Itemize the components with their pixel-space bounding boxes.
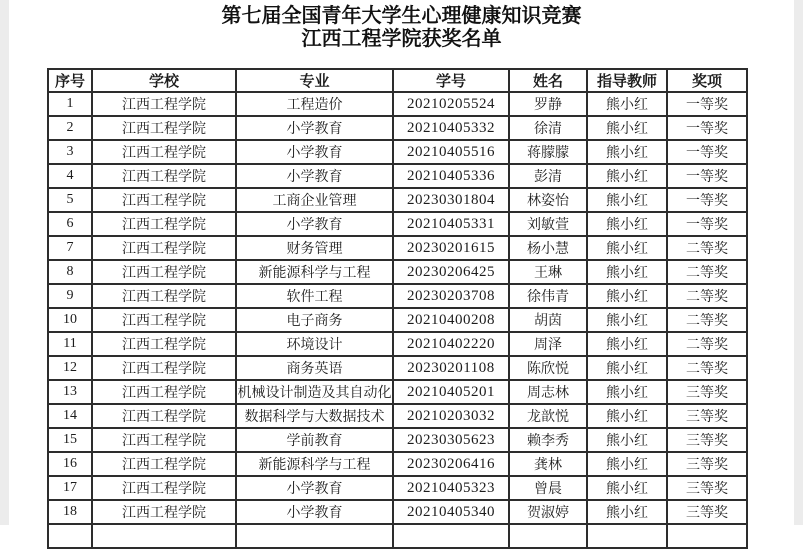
cell-award: 二等奖	[667, 284, 747, 308]
cell-advisor: 熊小红	[587, 212, 667, 236]
cell-student-id: 20210400208	[393, 308, 509, 332]
page-left-margin-strip	[0, 0, 9, 525]
cell-student-id: 20230203708	[393, 284, 509, 308]
cell-index: 15	[48, 428, 92, 452]
cell-major: 新能源科学与工程	[236, 452, 393, 476]
cell-student-id: 20210405201	[393, 380, 509, 404]
cell-award: 三等奖	[667, 404, 747, 428]
table-row	[48, 116, 747, 140]
cell-school-empty	[92, 524, 236, 548]
award-table-body	[48, 92, 747, 548]
table-row	[48, 92, 747, 116]
header-advisor: 指导教师	[587, 69, 667, 92]
award-table-header	[48, 69, 747, 92]
cell-name-empty	[509, 524, 587, 548]
cell-school: 江西工程学院	[92, 164, 236, 188]
cell-name: 陈欣悦	[509, 356, 587, 380]
cell-student-id: 20230305623	[393, 428, 509, 452]
cell-student-id: 20210405516	[393, 140, 509, 164]
cell-major: 工商企业管理	[236, 188, 393, 212]
cell-school: 江西工程学院	[92, 452, 236, 476]
cell-school: 江西工程学院	[92, 92, 236, 116]
cell-major: 小学教育	[236, 116, 393, 140]
table-row	[48, 284, 747, 308]
cell-school: 江西工程学院	[92, 260, 236, 284]
cell-major: 小学教育	[236, 140, 393, 164]
header-major: 专业	[236, 69, 393, 92]
cell-advisor: 熊小红	[587, 308, 667, 332]
cell-school: 江西工程学院	[92, 116, 236, 140]
table-row	[48, 452, 747, 476]
cell-student-id: 20230206425	[393, 260, 509, 284]
cell-major: 软件工程	[236, 284, 393, 308]
cell-index: 4	[48, 164, 92, 188]
cell-student-id: 20230201615	[393, 236, 509, 260]
cell-award: 三等奖	[667, 428, 747, 452]
cell-advisor: 熊小红	[587, 476, 667, 500]
cell-school: 江西工程学院	[92, 356, 236, 380]
cell-award: 一等奖	[667, 212, 747, 236]
cell-student-id: 20210405331	[393, 212, 509, 236]
header-row	[48, 69, 747, 92]
cell-advisor: 熊小红	[587, 380, 667, 404]
cell-index: 7	[48, 236, 92, 260]
header-name: 姓名	[509, 69, 587, 92]
cell-advisor: 熊小红	[587, 260, 667, 284]
cell-major: 小学教育	[236, 212, 393, 236]
cell-student-id: 20210405332	[393, 116, 509, 140]
cell-major: 学前教育	[236, 428, 393, 452]
cell-name: 周志林	[509, 380, 587, 404]
table-row	[48, 428, 747, 452]
table-row	[48, 500, 747, 524]
cell-award: 二等奖	[667, 260, 747, 284]
cell-student-id: 20210205524	[393, 92, 509, 116]
document-title-line1: 第七届全国青年大学生心理健康知识竞赛	[221, 5, 582, 27]
cell-school: 江西工程学院	[92, 428, 236, 452]
cell-advisor: 熊小红	[587, 404, 667, 428]
document-title	[0, 5, 803, 51]
cell-major: 数据科学与大数据技术	[236, 404, 393, 428]
cell-student-id: 20230301804	[393, 188, 509, 212]
table-row	[48, 380, 747, 404]
cell-school: 江西工程学院	[92, 236, 236, 260]
cell-award: 三等奖	[667, 452, 747, 476]
cell-award-empty	[667, 524, 747, 548]
cell-student-id: 20230206416	[393, 452, 509, 476]
cell-major: 环境设计	[236, 332, 393, 356]
cell-student-id: 20210402220	[393, 332, 509, 356]
table-row	[48, 356, 747, 380]
cell-school: 江西工程学院	[92, 500, 236, 524]
table-row	[48, 212, 747, 236]
cell-major: 小学教育	[236, 500, 393, 524]
cell-student-id: 20210405336	[393, 164, 509, 188]
cell-major: 工程造价	[236, 92, 393, 116]
cell-school: 江西工程学院	[92, 380, 236, 404]
cell-student-id: 20230201108	[393, 356, 509, 380]
cell-major: 小学教育	[236, 164, 393, 188]
cell-name: 赖李秀	[509, 428, 587, 452]
cell-award: 三等奖	[667, 476, 747, 500]
cell-student-id: 20210405323	[393, 476, 509, 500]
cell-name: 彭清	[509, 164, 587, 188]
cell-school: 江西工程学院	[92, 212, 236, 236]
cell-index: 16	[48, 452, 92, 476]
cell-school: 江西工程学院	[92, 188, 236, 212]
cell-index: 8	[48, 260, 92, 284]
cell-student-id-empty	[393, 524, 509, 548]
cell-advisor: 熊小红	[587, 92, 667, 116]
cell-advisor: 熊小红	[587, 500, 667, 524]
table-row	[48, 140, 747, 164]
header-award: 奖项	[667, 69, 747, 92]
table-row	[48, 188, 747, 212]
cell-index-empty	[48, 524, 92, 548]
cell-major: 小学教育	[236, 476, 393, 500]
cell-award: 二等奖	[667, 332, 747, 356]
table-row	[48, 404, 747, 428]
cell-index: 17	[48, 476, 92, 500]
cell-index: 14	[48, 404, 92, 428]
cell-advisor: 熊小红	[587, 140, 667, 164]
cell-name: 龚林	[509, 452, 587, 476]
cell-advisor: 熊小红	[587, 428, 667, 452]
cell-advisor: 熊小红	[587, 236, 667, 260]
table-row	[48, 476, 747, 500]
table-row	[48, 164, 747, 188]
cell-index: 9	[48, 284, 92, 308]
cell-advisor: 熊小红	[587, 284, 667, 308]
cell-advisor: 熊小红	[587, 188, 667, 212]
cell-index: 2	[48, 116, 92, 140]
table-row	[48, 260, 747, 284]
cell-school: 江西工程学院	[92, 332, 236, 356]
cell-award: 三等奖	[667, 500, 747, 524]
cell-award: 一等奖	[667, 188, 747, 212]
cell-index: 12	[48, 356, 92, 380]
header-school: 学校	[92, 69, 236, 92]
cell-index: 6	[48, 212, 92, 236]
table-row	[48, 308, 747, 332]
cell-name: 杨小慧	[509, 236, 587, 260]
table-row-partial	[48, 524, 747, 548]
cell-award: 二等奖	[667, 356, 747, 380]
cell-student-id: 20210203032	[393, 404, 509, 428]
cell-major: 机械设计制造及其自动化	[236, 380, 393, 404]
cell-advisor: 熊小红	[587, 332, 667, 356]
cell-name: 刘敏萱	[509, 212, 587, 236]
cell-name: 林姿怡	[509, 188, 587, 212]
cell-name: 王琳	[509, 260, 587, 284]
cell-name: 贺淑婷	[509, 500, 587, 524]
cell-name: 蒋朦朦	[509, 140, 587, 164]
cell-index: 13	[48, 380, 92, 404]
award-table	[47, 68, 748, 549]
cell-award: 一等奖	[667, 92, 747, 116]
cell-school: 江西工程学院	[92, 140, 236, 164]
cell-name: 徐清	[509, 116, 587, 140]
cell-index: 5	[48, 188, 92, 212]
cell-advisor: 熊小红	[587, 452, 667, 476]
cell-name: 周泽	[509, 332, 587, 356]
cell-award: 一等奖	[667, 140, 747, 164]
cell-index: 3	[48, 140, 92, 164]
cell-major: 新能源科学与工程	[236, 260, 393, 284]
page-right-margin-strip	[794, 0, 803, 525]
document-title-line2: 江西工程学院获奖名单	[301, 28, 502, 50]
cell-major: 财务管理	[236, 236, 393, 260]
cell-award: 二等奖	[667, 236, 747, 260]
cell-award: 二等奖	[667, 308, 747, 332]
cell-name: 徐伟青	[509, 284, 587, 308]
cell-school: 江西工程学院	[92, 404, 236, 428]
cell-student-id: 20210405340	[393, 500, 509, 524]
cell-school: 江西工程学院	[92, 476, 236, 500]
cell-school: 江西工程学院	[92, 284, 236, 308]
table-row	[48, 332, 747, 356]
header-student-id: 学号	[393, 69, 509, 92]
cell-name: 曾晨	[509, 476, 587, 500]
cell-name: 胡茵	[509, 308, 587, 332]
cell-name: 罗静	[509, 92, 587, 116]
cell-name: 龙歆悦	[509, 404, 587, 428]
cell-award: 三等奖	[667, 380, 747, 404]
cell-advisor: 熊小红	[587, 164, 667, 188]
cell-advisor: 熊小红	[587, 116, 667, 140]
cell-major: 电子商务	[236, 308, 393, 332]
cell-index: 11	[48, 332, 92, 356]
cell-index: 18	[48, 500, 92, 524]
cell-school: 江西工程学院	[92, 308, 236, 332]
cell-award: 一等奖	[667, 164, 747, 188]
cell-major: 商务英语	[236, 356, 393, 380]
cell-advisor: 熊小红	[587, 356, 667, 380]
cell-award: 一等奖	[667, 116, 747, 140]
cell-advisor-empty	[587, 524, 667, 548]
cell-index: 10	[48, 308, 92, 332]
header-index: 序号	[48, 69, 92, 92]
cell-index: 1	[48, 92, 92, 116]
cell-major-empty	[236, 524, 393, 548]
table-row	[48, 236, 747, 260]
